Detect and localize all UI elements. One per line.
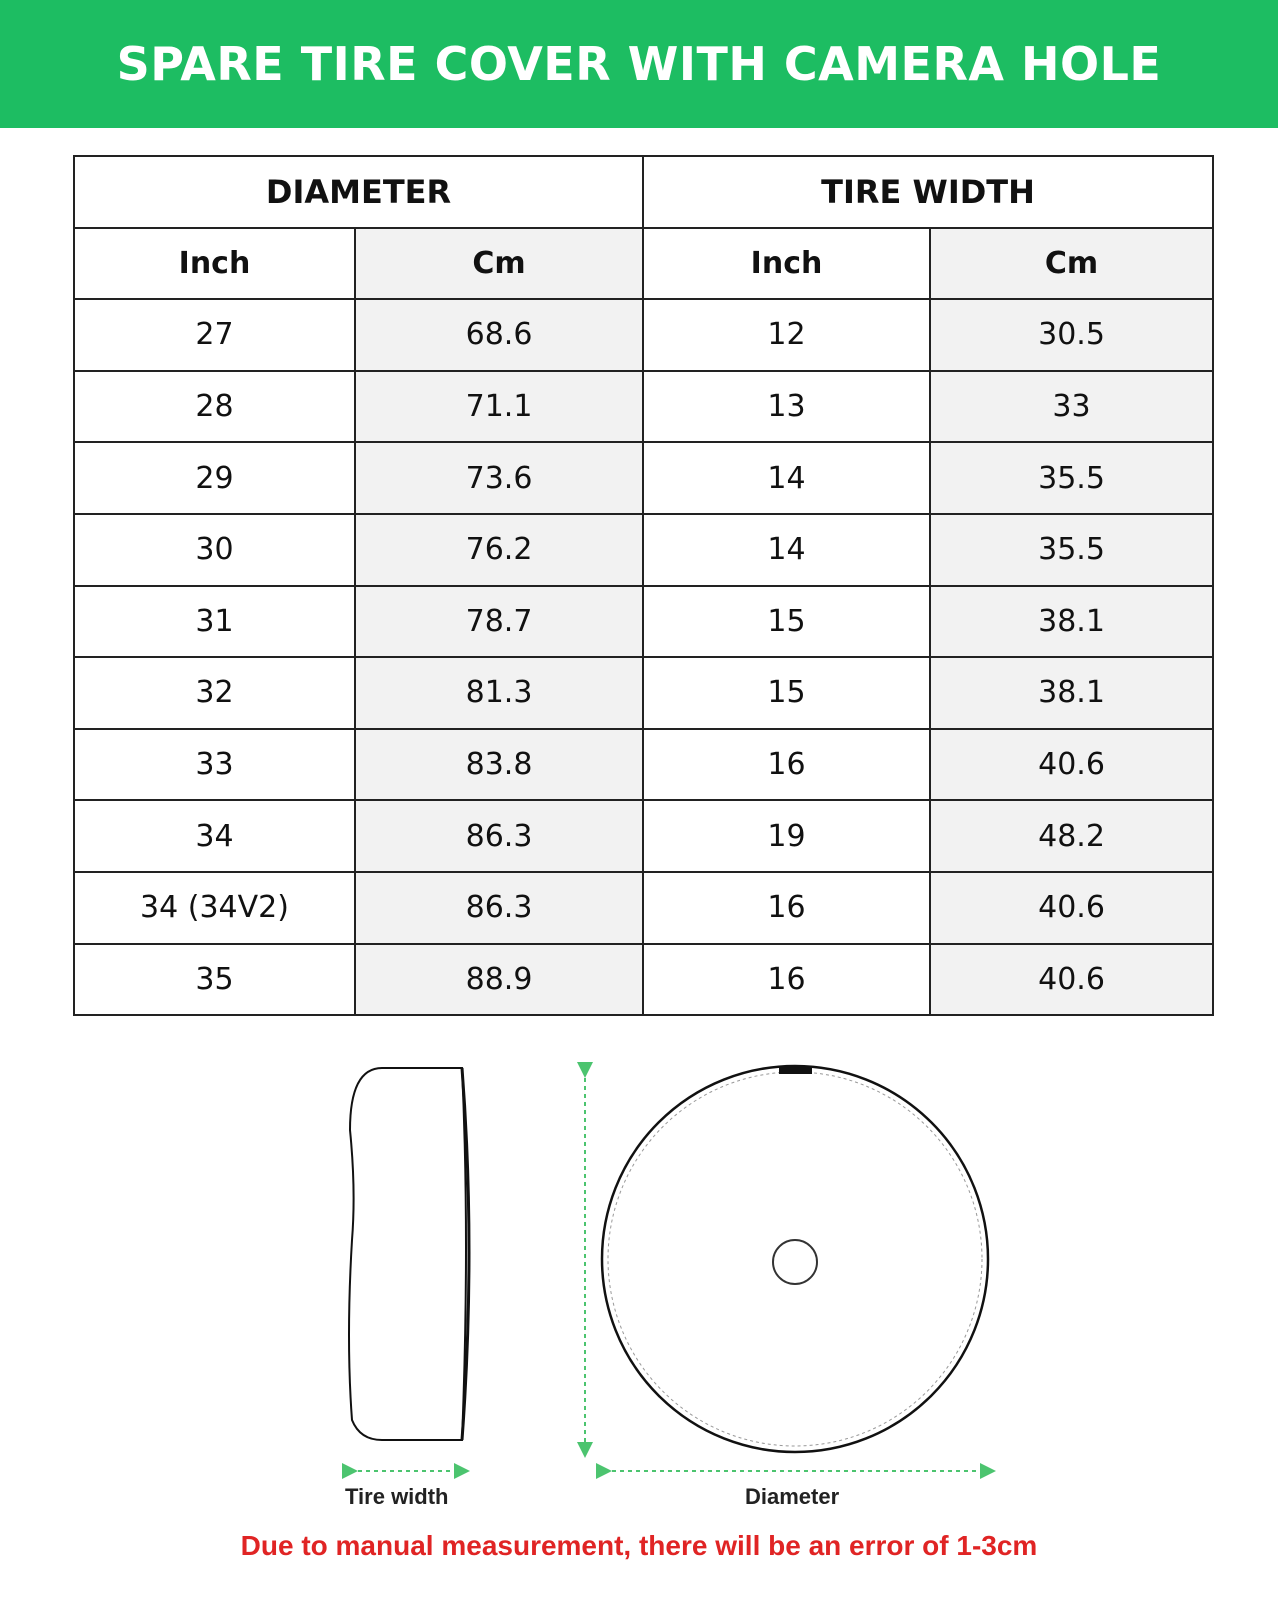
tire-width-label: Tire width [345,1484,449,1509]
camera-hole-mark [779,1066,812,1074]
tire-drawing [0,1040,1278,1510]
measurement-note: Due to manual measurement, there will be an error of 1-3cm [240,1530,1038,1561]
width-cm-cell: 35.5 [930,442,1213,514]
width-inch-cell: 12 [643,299,930,371]
table-row [74,371,1213,443]
table-row [74,944,1213,1016]
width-inch-cell: 14 [643,442,930,514]
page-title: SPARE TIRE COVER WITH CAMERA HOLE [116,37,1162,91]
diameter-cm-cell: 86.3 [355,800,643,872]
center-hole [773,1240,817,1284]
width-cm-cell: 40.6 [930,944,1213,1016]
diameter-cm-cell: 86.3 [355,872,643,944]
diameter-inch-cell: 27 [74,299,355,371]
table-row [74,729,1213,801]
width-inch-cell: 16 [643,729,930,801]
table-row [74,514,1213,586]
sub-header-row [74,228,1213,300]
diameter-inch-cell: 34 (34V2) [74,872,355,944]
width-inch-header: Inch [643,228,930,300]
diameter-label: Diameter [745,1484,840,1509]
diameter-inch-header: Inch [74,228,355,300]
table-row [74,800,1213,872]
table-row [74,657,1213,729]
diameter-inch-cell: 31 [74,586,355,658]
width-cm-cell: 40.6 [930,729,1213,801]
diameter-inch-cell: 35 [74,944,355,1016]
group-header-row [74,156,1213,228]
table-row [74,299,1213,371]
table-row [74,872,1213,944]
width-cm-cell: 35.5 [930,514,1213,586]
diameter-cm-cell: 78.7 [355,586,643,658]
diameter-inch-cell: 29 [74,442,355,514]
width-cm-cell: 40.6 [930,872,1213,944]
width-inch-cell: 15 [643,657,930,729]
diameter-cm-cell: 73.6 [355,442,643,514]
width-inch-cell: 19 [643,800,930,872]
width-inch-cell: 13 [643,371,930,443]
diameter-cm-cell: 68.6 [355,299,643,371]
diameter-cm-cell: 76.2 [355,514,643,586]
diameter-inch-cell: 32 [74,657,355,729]
diameter-inch-cell: 30 [74,514,355,586]
table-row [74,442,1213,514]
width-cm-cell: 38.1 [930,586,1213,658]
size-table [73,155,1214,1016]
diameter-header: DIAMETER [74,156,643,228]
title-banner [0,0,1278,128]
width-cm-cell: 30.5 [930,299,1213,371]
width-inch-cell: 15 [643,586,930,658]
table-body [74,299,1213,1015]
width-inch-cell: 16 [643,944,930,1016]
width-inch-cell: 14 [643,514,930,586]
diameter-cm-cell: 71.1 [355,371,643,443]
width-cm-cell: 38.1 [930,657,1213,729]
diameter-inch-cell: 33 [74,729,355,801]
diameter-cm-cell: 88.9 [355,944,643,1016]
diameter-cm-cell: 83.8 [355,729,643,801]
width-inch-cell: 16 [643,872,930,944]
tire-diagram [0,1040,1278,1510]
width-cm-cell: 48.2 [930,800,1213,872]
width-cm-cell: 33 [930,371,1213,443]
table-row [74,586,1213,658]
diameter-cm-header: Cm [355,228,643,300]
diameter-inch-cell: 34 [74,800,355,872]
side-view-shape [349,1068,469,1440]
tire-width-header: TIRE WIDTH [643,156,1213,228]
diameter-cm-cell: 81.3 [355,657,643,729]
diameter-inch-cell: 28 [74,371,355,443]
width-cm-header: Cm [930,228,1213,300]
